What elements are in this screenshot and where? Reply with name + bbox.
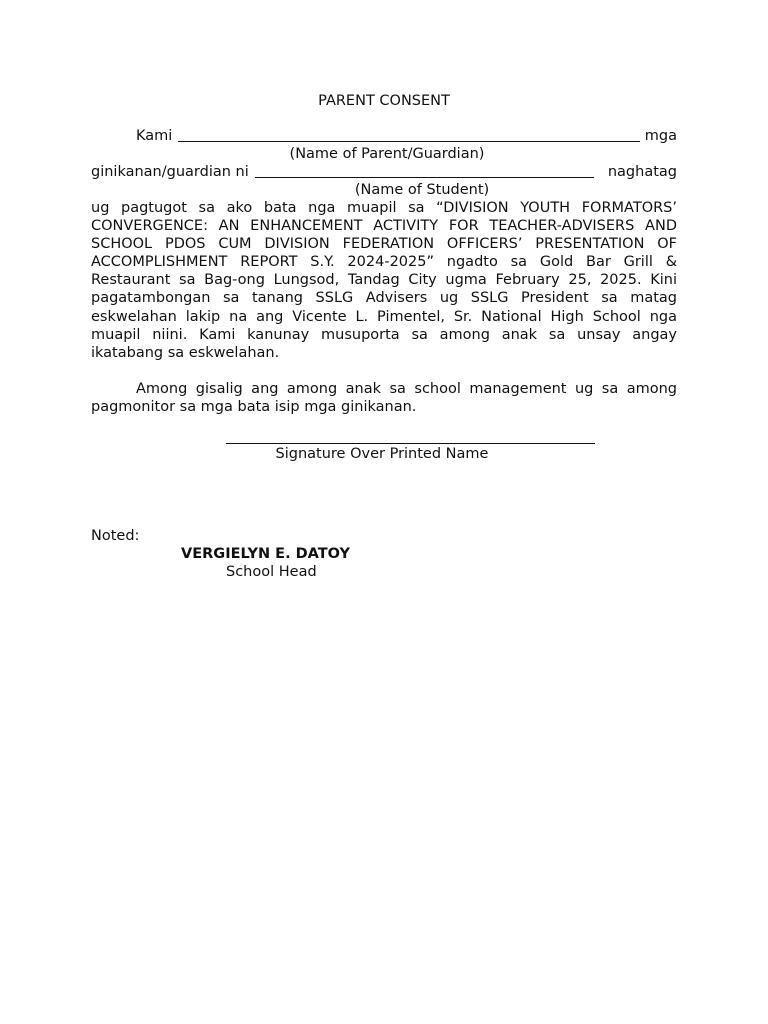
noted-label: Noted:: [91, 528, 140, 544]
student-line-prefix: ginikanan/guardian ni: [91, 164, 249, 180]
signature-caption: Signature Over Printed Name: [275, 446, 489, 463]
school-head-position: School Head: [226, 564, 317, 580]
student-name-blank[interactable]: [255, 176, 594, 178]
consent-form: [91, 91, 677, 580]
trust-paragraph: Among gisalig ang among anak sa school management ug sa among pagmonitor sa mga bata isip mga ginikanan.: [91, 380, 677, 415]
parent-name-line: [91, 127, 677, 145]
parent-line-prefix: Kami: [136, 128, 173, 144]
consent-paragraph: ug pagtugot sa ako bata nga muapil sa “DIVISION YOUTH FORMATORS’ CONVERGENCE: AN ENHANCEMENT ACTIVITY FOR TEACHER-ADVISERS AND SCHOOL PDOS CUM DIVISION FEDERATION OFFICERS’ PRESENTATION OF ACCOMPLISHMENT REPORT S.Y. 2024-2025” ngadto sa Gold Bar Grill & Restaurant sa Bag-ong Lungsod, Tandag City ugma February 25, 2025. Kini pagatambongan sa tanang SSLG Advisers ug SSLG President sa matag eskwelahan lakip na ang Vicente L. Pimentel, Sr. National High School nga muapil niini. Kami kanunay musuporta sa among anak sa unsay angay ikatabang sa eskwelahan.: [91, 200, 677, 361]
page-title: PARENT CONSENT: [318, 93, 450, 109]
parent-line-suffix: mga: [644, 128, 677, 144]
student-name-caption: (Name of Student): [354, 182, 490, 198]
student-line-suffix: naghatag: [607, 164, 677, 180]
parent-name-caption: (Name of Parent/Guardian): [289, 146, 485, 162]
signature-line[interactable]: [226, 443, 595, 444]
student-name-line: [91, 163, 677, 181]
signature-block: [91, 443, 677, 483]
school-head-name: VERGIELYN E. DATOY: [181, 546, 350, 562]
parent-name-blank[interactable]: [178, 140, 639, 142]
